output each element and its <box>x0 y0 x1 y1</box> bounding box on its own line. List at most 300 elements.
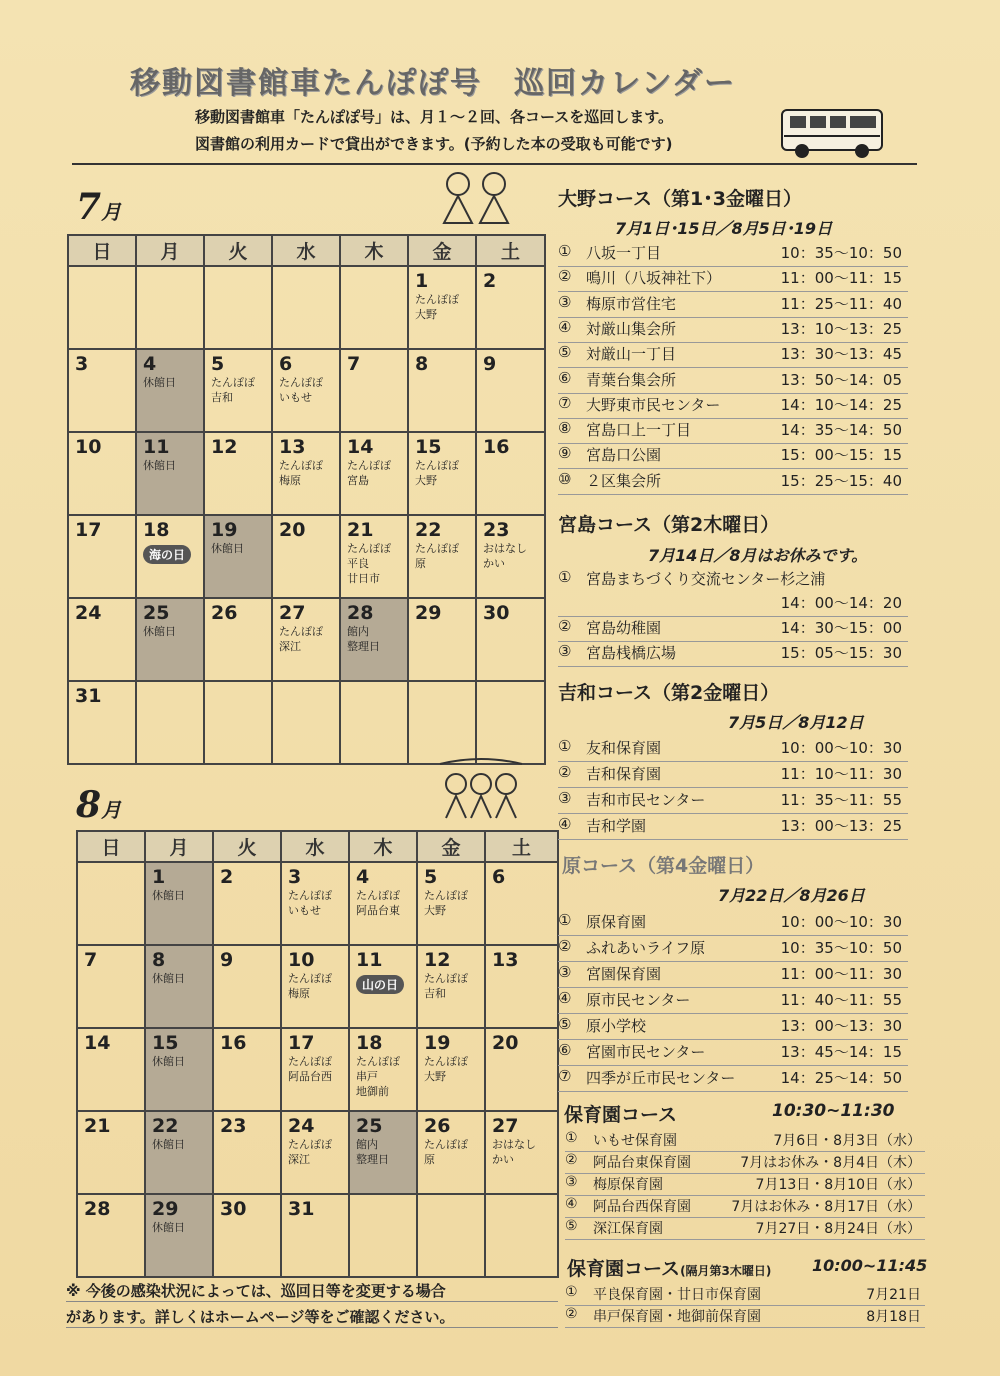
calendar-empty-cell <box>136 266 204 349</box>
calendar-day-cell <box>281 945 349 1028</box>
list-item <box>558 963 908 988</box>
day-event: たんぽぽ いもせ <box>288 889 332 917</box>
day-number: 18 <box>356 1032 383 1054</box>
stop-name: 吉和保育園 <box>586 765 662 783</box>
calendar-day-cell <box>204 432 272 515</box>
day-number: 14 <box>84 1032 111 1054</box>
page-title: 移動図書館車たんぽぽ号 巡回カレンダー <box>130 66 737 101</box>
nursery-course-2-sub: (隔月第3木曜日) <box>680 1264 772 1278</box>
day-number: 27 <box>279 602 306 624</box>
calendar-day-cell <box>281 1111 349 1194</box>
stop-name: 友和保育園 <box>586 739 662 757</box>
calendar-empty-cell <box>417 1194 485 1277</box>
calendar-week-row <box>77 1194 558 1277</box>
stop-name: 宮島まちづくり交流センター杉之浦 <box>586 570 826 588</box>
calendar-empty-cell <box>349 1194 417 1277</box>
weekday-label: 火 <box>213 831 281 862</box>
stop-time: 14：35～14：50 <box>780 421 902 440</box>
calendar-empty-cell <box>272 681 340 764</box>
day-event: たんぽぽ 梅原 <box>288 972 332 1000</box>
stop-name: 宮島口公園 <box>586 446 662 465</box>
day-number: 3 <box>75 353 89 375</box>
calendar-day-cell <box>213 1111 281 1194</box>
stop-name: 平良保育園・廿日市保育園 <box>593 1287 761 1303</box>
stop-time: 10：35～10：50 <box>780 939 902 957</box>
list-item <box>558 242 908 267</box>
calendar-empty-cell <box>204 681 272 764</box>
list-item <box>565 1196 925 1218</box>
day-event: たんぽぽ 深江 <box>288 1138 332 1166</box>
stop-name: 八坂一丁目 <box>586 244 662 262</box>
day-number: 30 <box>220 1198 247 1220</box>
list-item <box>558 737 908 762</box>
calendar-day-cell <box>213 1028 281 1111</box>
list-item <box>558 911 908 936</box>
stop-time: 10：00～10：30 <box>780 913 902 931</box>
calendar-week-row <box>68 515 545 598</box>
list-item <box>565 1218 925 1240</box>
calendar-day-cell <box>408 349 476 432</box>
july-unit: 月 <box>101 200 122 224</box>
intro-line-2: 図書館の利用カードで貸出ができます。(予約した本の受取も可能です) <box>195 135 673 153</box>
calendar-day-cell <box>204 349 272 432</box>
calendar-empty-cell <box>136 681 204 764</box>
day-event: たんぽぽ 阿品台東 <box>356 889 400 917</box>
day-number: 11 <box>356 949 383 971</box>
day-event: たんぽぽ 原 <box>424 1138 468 1166</box>
list-item <box>558 444 908 469</box>
day-event: 休館日 <box>211 542 244 555</box>
calendar-day-cell <box>476 349 545 432</box>
stop-number: ⑤ <box>565 1218 578 1234</box>
calendar-empty-cell <box>485 1194 558 1277</box>
day-event: 休館日 <box>152 972 185 985</box>
day-event: たんぽぽ 阿品台西 <box>288 1055 332 1083</box>
list-item <box>558 617 908 642</box>
stop-number: ⑧ <box>558 419 572 438</box>
stop-time: 8月18日 <box>866 1309 921 1325</box>
day-event: 館内 整理日 <box>356 1138 389 1166</box>
weekday-label: 金 <box>408 235 476 266</box>
stop-time: 11：10～11：30 <box>780 765 902 783</box>
day-number: 24 <box>75 602 102 624</box>
stop-number: ① <box>565 1284 578 1300</box>
august-calendar <box>76 830 559 1278</box>
day-event: 休館日 <box>143 459 176 472</box>
stop-time: 11：40～11：55 <box>780 991 902 1009</box>
holiday-badge: 山の日 <box>356 975 404 994</box>
calendar-day-cell <box>485 862 558 945</box>
calendar-day-cell <box>136 515 204 598</box>
stop-number: ② <box>558 267 572 286</box>
stop-time: 14：00～14：20 <box>780 594 902 612</box>
stop-number: ④ <box>565 1196 578 1212</box>
day-number: 10 <box>75 436 102 458</box>
day-event: 休館日 <box>152 889 185 902</box>
weekday-label: 土 <box>476 235 545 266</box>
calendar-day-cell <box>408 432 476 515</box>
stop-number: ① <box>558 568 572 586</box>
day-event: 館内 整理日 <box>347 625 380 653</box>
stop-time: 13：30～13：45 <box>780 345 902 364</box>
list-item <box>558 470 908 495</box>
day-event: たんぽぽ 大野 <box>415 293 459 321</box>
kids-illustration-icon <box>436 168 516 228</box>
calendar-day-cell <box>204 598 272 681</box>
stop-number: ③ <box>565 1174 578 1190</box>
calendar-day-cell <box>77 1194 145 1277</box>
calendar-day-cell <box>213 862 281 945</box>
weekday-label: 木 <box>349 831 417 862</box>
calendar-week-row <box>77 1111 558 1194</box>
weekday-label: 土 <box>485 831 558 862</box>
day-number: 26 <box>211 602 238 624</box>
kids-illustration-icon <box>436 756 526 820</box>
calendar-week-row <box>68 349 545 432</box>
stop-name: 阿品台東保育園 <box>593 1155 691 1171</box>
list-item <box>558 642 908 667</box>
stop-time: 15：00～15：15 <box>780 446 902 465</box>
stop-number: ① <box>565 1130 578 1146</box>
day-event: おはなし かい <box>492 1138 536 1166</box>
stop-time: 11：00～11：30 <box>780 965 902 983</box>
calendar-day-cell <box>408 266 476 349</box>
stop-name: 深江保育園 <box>593 1221 663 1237</box>
calendar-day-cell <box>476 515 545 598</box>
day-event: たんぽぽ 大野 <box>415 459 459 487</box>
stop-number: ⑩ <box>558 469 572 488</box>
stop-time: 10：00～10：30 <box>780 739 902 757</box>
calendar-day-cell <box>340 515 408 598</box>
list-item <box>558 989 908 1014</box>
header-divider <box>72 163 917 165</box>
calendar-day-cell <box>485 945 558 1028</box>
day-number: 11 <box>143 436 170 458</box>
stop-number: ⑥ <box>558 368 572 387</box>
calendar-day-cell <box>272 515 340 598</box>
day-number: 16 <box>220 1032 247 1054</box>
stop-time: 7月6日・8月3日（水） <box>773 1133 921 1149</box>
july-heading <box>76 186 121 228</box>
list-item <box>565 1130 925 1152</box>
weekday-header-row <box>77 831 558 862</box>
calendar-day-cell <box>340 349 408 432</box>
stop-name: ふれあいライフ原 <box>586 939 706 957</box>
day-event: たんぽぽ 大野 <box>424 889 468 917</box>
day-number: 25 <box>356 1115 383 1137</box>
stop-number: ② <box>558 937 572 955</box>
day-event: たんぽぽ 大野 <box>424 1055 468 1083</box>
weekday-label: 日 <box>68 235 136 266</box>
calendar-day-cell <box>349 862 417 945</box>
calendar-empty-cell <box>272 266 340 349</box>
stop-name: 梅原市営住宅 <box>586 294 677 313</box>
day-number: 19 <box>211 519 238 541</box>
stop-number: ⑦ <box>558 393 572 412</box>
day-number: 6 <box>279 353 293 375</box>
day-number: 20 <box>492 1032 519 1054</box>
calendar-day-cell <box>77 945 145 1028</box>
nursery-course-2-time: 10:00~11:45 <box>812 1256 928 1275</box>
calendar-day-cell <box>77 1028 145 1111</box>
list-item <box>558 369 908 394</box>
day-event: たんぽぽ 梅原 <box>279 459 323 487</box>
calendar-week-row <box>77 1028 558 1111</box>
stop-name: 串戸保育園・地御前保育園 <box>593 1309 761 1325</box>
day-number: 1 <box>152 866 166 888</box>
footnote-line-2: があります。詳しくはホームページ等をご確認ください。 <box>66 1306 558 1328</box>
list-item <box>558 1015 908 1040</box>
calendar-day-cell <box>213 1194 281 1277</box>
stop-number: ② <box>558 763 572 781</box>
list-item <box>558 568 908 592</box>
stop-number: ② <box>565 1306 578 1322</box>
stop-time: 15：25～15：40 <box>780 471 902 490</box>
stop-time: 7月はお休み・8月4日（木） <box>740 1155 921 1171</box>
stop-name: 宮園保育園 <box>586 965 662 983</box>
calendar-day-cell <box>476 598 545 681</box>
calendar-day-cell <box>408 598 476 681</box>
day-number: 15 <box>152 1032 179 1054</box>
calendar-day-cell <box>68 432 136 515</box>
stop-number: ⑤ <box>558 1015 572 1033</box>
day-event: 休館日 <box>152 1221 185 1234</box>
day-number: 21 <box>84 1115 111 1137</box>
calendar-day-cell <box>417 862 485 945</box>
hara-course-dates: 7月22日／8月26日 <box>718 886 865 905</box>
day-event: たんぽぽ 原 <box>415 542 459 570</box>
day-number: 29 <box>415 602 442 624</box>
stop-name: 原保育園 <box>586 913 647 931</box>
day-number: 9 <box>483 353 497 375</box>
calendar-day-cell <box>136 432 204 515</box>
list-item <box>558 394 908 419</box>
list-item <box>565 1284 925 1306</box>
day-number: 13 <box>492 949 519 971</box>
calendar-day-cell <box>349 1111 417 1194</box>
calendar-week-row <box>68 266 545 349</box>
stop-time: 7月はお休み・8月17日（水） <box>731 1199 921 1215</box>
weekday-label: 水 <box>272 235 340 266</box>
day-event: たんぽぽ いもせ <box>279 376 323 404</box>
calendar-day-cell <box>136 349 204 432</box>
day-number: 8 <box>415 353 429 375</box>
stop-name: 青葉台集会所 <box>586 370 677 389</box>
calendar-day-cell <box>213 945 281 1028</box>
day-number: 14 <box>347 436 374 458</box>
day-number: 28 <box>84 1198 111 1220</box>
calendar-day-cell <box>281 862 349 945</box>
stop-number: ① <box>558 242 572 260</box>
weekday-label: 火 <box>204 235 272 266</box>
day-number: 17 <box>75 519 102 541</box>
calendar-week-row <box>77 945 558 1028</box>
stop-time: 13：00～13：25 <box>780 817 902 835</box>
hara-course-title: 原コース（第4金曜日） <box>562 855 765 877</box>
day-number: 3 <box>288 866 302 888</box>
calendar-empty-cell <box>204 266 272 349</box>
calendar-day-cell <box>68 515 136 598</box>
stop-time: 11：00～11：15 <box>780 269 902 288</box>
day-number: 2 <box>483 270 497 292</box>
stop-name: 吉和市民センター <box>586 791 706 809</box>
day-event: たんぽぽ 吉和 <box>211 376 255 404</box>
list-item <box>558 937 908 962</box>
list-item <box>565 1174 925 1196</box>
miyajima-course-dates: 7月14日／8月はお休みです。 <box>648 546 868 565</box>
day-number: 26 <box>424 1115 451 1137</box>
calendar-day-cell <box>272 432 340 515</box>
weekday-label: 日 <box>77 831 145 862</box>
stop-name: 対厳山一丁目 <box>586 345 677 364</box>
stop-time: 7月27日・8月24日（水） <box>755 1221 921 1237</box>
day-number: 6 <box>492 866 506 888</box>
august-unit: 月 <box>101 798 122 822</box>
day-event: たんぽぽ 宮島 <box>347 459 391 487</box>
list-item <box>558 815 908 840</box>
stop-name: 宮園市民センター <box>586 1043 706 1061</box>
day-number: 23 <box>483 519 510 541</box>
calendar-empty-cell <box>340 681 408 764</box>
calendar-day-cell <box>408 515 476 598</box>
day-event: 休館日 <box>152 1055 185 1068</box>
stop-time: 11：25～11：40 <box>780 294 902 313</box>
weekday-label: 木 <box>340 235 408 266</box>
day-event: おはなし かい <box>483 542 527 570</box>
calendar-day-cell <box>145 862 213 945</box>
day-number: 24 <box>288 1115 315 1137</box>
calendar-day-cell <box>281 1194 349 1277</box>
stop-number: ⑦ <box>558 1067 572 1085</box>
stop-name: 阿品台西保育園 <box>593 1199 691 1215</box>
day-number: 15 <box>415 436 442 458</box>
calendar-day-cell <box>417 1111 485 1194</box>
weekday-header-row <box>68 235 545 266</box>
day-number: 18 <box>143 519 170 541</box>
stop-number: ③ <box>558 789 572 807</box>
nursery-course-2-title <box>567 1254 771 1281</box>
day-number: 8 <box>152 949 166 971</box>
stop-name: 原小学校 <box>586 1017 647 1035</box>
stop-name: 宮島桟橋広場 <box>586 644 677 662</box>
stop-name: 原市民センター <box>586 991 691 1009</box>
list-item <box>565 1152 925 1174</box>
stop-number: ③ <box>558 292 572 311</box>
stop-number: ⑥ <box>558 1041 572 1059</box>
day-number: 9 <box>220 949 234 971</box>
day-event: 休館日 <box>143 376 176 389</box>
list-item <box>558 1041 908 1066</box>
calendar-week-row <box>68 598 545 681</box>
stop-time: 7月21日 <box>866 1287 921 1303</box>
calendar-day-cell <box>349 1028 417 1111</box>
calendar-day-cell <box>145 1194 213 1277</box>
calendar-week-row <box>68 432 545 515</box>
calendar-day-cell <box>136 598 204 681</box>
calendar-day-cell <box>145 1028 213 1111</box>
day-event: たんぽぽ 吉和 <box>424 972 468 1000</box>
day-event: 休館日 <box>152 1138 185 1151</box>
nursery-course-time: 10:30~11:30 <box>772 1101 895 1121</box>
stop-number: ⑤ <box>558 343 572 362</box>
stop-number: ① <box>558 911 572 929</box>
stop-time: 13：45～14：15 <box>780 1043 902 1061</box>
calendar-day-cell <box>340 432 408 515</box>
list-item <box>565 1306 925 1328</box>
list-item <box>558 789 908 814</box>
day-number: 22 <box>415 519 442 541</box>
day-number: 7 <box>347 353 361 375</box>
stop-time: 15：05～15：30 <box>780 644 902 662</box>
july-calendar <box>67 234 546 765</box>
calendar-day-cell <box>417 945 485 1028</box>
nursery-course-2-name: 保育園コース <box>567 1258 681 1280</box>
calendar-week-row <box>68 681 545 764</box>
stop-time: 7月13日・8月10日（水） <box>755 1177 921 1193</box>
day-number: 13 <box>279 436 306 458</box>
stop-name: 宮島口上一丁目 <box>586 421 692 440</box>
yoshiwa-course-dates: 7月5日／8月12日 <box>728 713 864 732</box>
day-number: 7 <box>84 949 98 971</box>
day-number: 4 <box>356 866 370 888</box>
calendar-day-cell <box>417 1028 485 1111</box>
day-number: 4 <box>143 353 157 375</box>
stop-number: ④ <box>558 815 572 833</box>
list-item <box>558 293 908 318</box>
stop-number: ③ <box>558 963 572 981</box>
stop-time: 10：35～10：50 <box>780 244 902 262</box>
weekday-label: 月 <box>145 831 213 862</box>
stop-name: 宮島幼稚園 <box>586 619 662 637</box>
day-number: 12 <box>424 949 451 971</box>
day-number: 16 <box>483 436 510 458</box>
stop-number: ② <box>565 1152 578 1168</box>
stop-number: ② <box>558 617 572 635</box>
day-number: 31 <box>288 1198 315 1220</box>
stop-time: 13：50～14：05 <box>780 370 902 389</box>
stop-time: 14：30～15：00 <box>780 619 902 637</box>
list-item <box>558 763 908 788</box>
august-number: 8 <box>76 784 102 826</box>
calendar-day-cell <box>281 1028 349 1111</box>
calendar-empty-cell <box>77 862 145 945</box>
calendar-day-cell <box>145 1111 213 1194</box>
miyajima-course-title: 宮島コース（第2木曜日） <box>558 514 780 536</box>
calendar-day-cell <box>68 598 136 681</box>
calendar-day-cell <box>485 1028 558 1111</box>
stop-name: 対厳山集会所 <box>586 319 677 338</box>
day-event: 休館日 <box>143 625 176 638</box>
day-number: 17 <box>288 1032 315 1054</box>
day-number: 28 <box>347 602 374 624</box>
day-event: たんぽぽ 平良 廿日市 <box>347 542 391 585</box>
calendar-day-cell <box>272 598 340 681</box>
list-item <box>558 419 908 444</box>
stop-number: ① <box>558 737 572 755</box>
day-number: 30 <box>483 602 510 624</box>
calendar-day-cell <box>145 945 213 1028</box>
calendar-day-cell <box>68 681 136 764</box>
stop-name: 大野東市民センター <box>586 395 721 414</box>
list-item <box>558 318 908 343</box>
stop-time: 11：35～11：55 <box>780 791 902 809</box>
stop-time: 14：25～14：50 <box>780 1069 902 1087</box>
holiday-badge: 海の日 <box>143 545 191 564</box>
calendar-day-cell <box>77 1111 145 1194</box>
calendar-empty-cell <box>340 266 408 349</box>
day-number: 20 <box>279 519 306 541</box>
stop-name: 四季が丘市民センター <box>586 1069 736 1087</box>
